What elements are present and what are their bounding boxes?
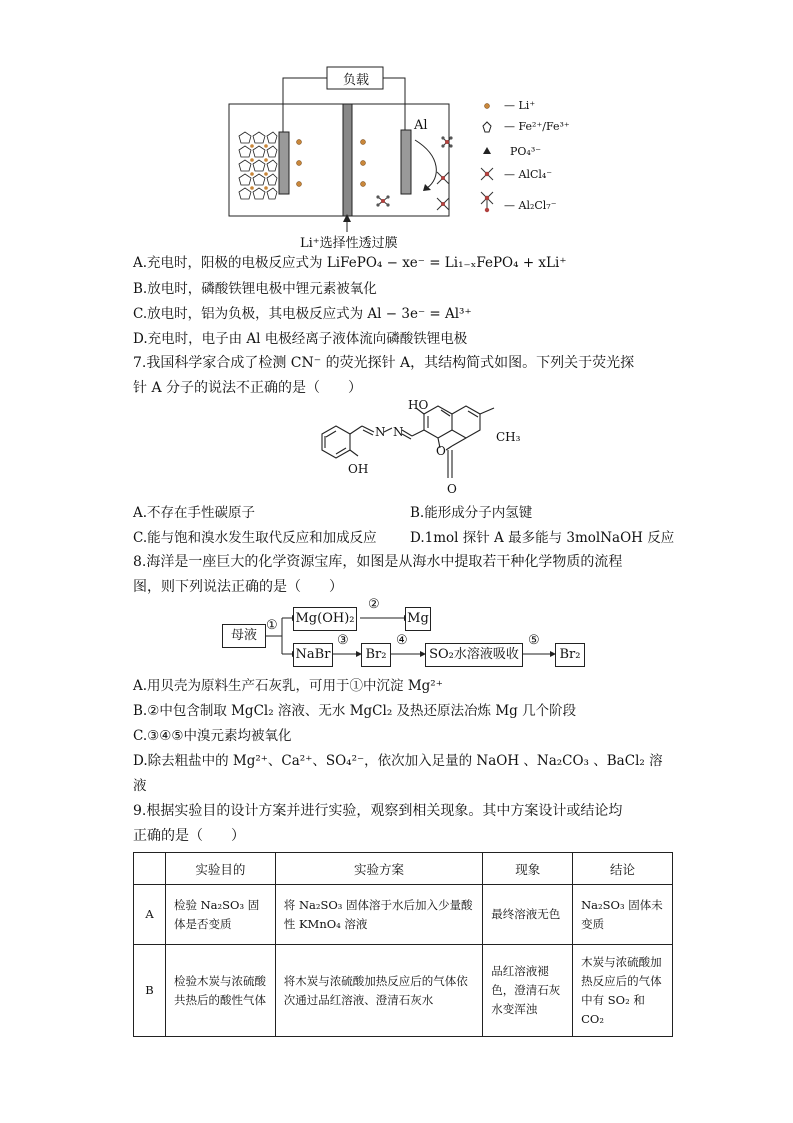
q9-stem-line1: 9.根据实验目的设计方案并进行实验，观察到相关现象。其中方案设计或结论均 [133, 803, 623, 819]
row-phenomenon: 最终溶液无色 [483, 885, 573, 945]
label-o-carbonyl: O [447, 482, 457, 496]
q7-stem-line1: 7.我国科学家合成了检测 CN⁻ 的荧光探针 A，其结构简式如图。下列关于荧光探 [133, 355, 635, 371]
row-purpose: 检验 Na₂SO₃ 固体是否变质 [165, 885, 275, 945]
q7-option-d: D.1mol 探针 A 最多能与 3molNaOH 反应 [410, 530, 675, 546]
flow-mg: Mg [405, 607, 431, 631]
q7-option-a: A.不存在手性碳原子 [133, 505, 256, 521]
label-n2: N [393, 425, 404, 439]
al-label: Al [414, 118, 428, 133]
legend-li: — Li⁺ [504, 99, 536, 112]
membrane-label: Li⁺选择性透过膜 [300, 236, 398, 251]
row-conclusion: 木炭与浓硫酸加热反应后的气体中有 SO₂ 和 CO₂ [573, 945, 673, 1037]
header-plan: 实验方案 [275, 853, 482, 885]
q8-stem-line2: 图，则下列说法正确的是（ ） [133, 579, 343, 595]
experiment-table [133, 852, 673, 1037]
header-purpose: 实验目的 [165, 853, 275, 885]
table-header-row [134, 853, 673, 885]
flow-br2-a: Br₂ [361, 643, 391, 667]
q6-option-c: C.放电时，铝为负极，其电极反应式为 Al − 3e⁻ = Al³⁺ [133, 306, 472, 322]
lattice [239, 132, 277, 199]
q8-option-d-line1: D.除去粗盐中的 Mg²⁺、Ca²⁺、SO₄²⁻，依次加入足量的 NaOH 、Na₂CO₃ 、BaCl₂ 溶 [133, 753, 663, 769]
row-id: A [134, 885, 166, 945]
table-row [134, 885, 673, 945]
q8-option-a: A.用贝壳为原料生产石灰乳，可用于①中沉淀 Mg²⁺ [133, 678, 443, 694]
q6-option-b: B.放电时，磷酸铁锂电极中锂元素被氧化 [133, 281, 377, 297]
label-n1: N [375, 425, 386, 439]
header-conclusion: 结论 [573, 853, 673, 885]
alcl4-group [378, 138, 451, 205]
membrane [343, 104, 352, 216]
q8-option-d-line2: 液 [133, 778, 147, 794]
q7-stem-line2: 针 A 分子的说法不正确的是（ ） [133, 380, 363, 396]
table-row [134, 945, 673, 1037]
q8-option-b: B.②中包含制取 MgCl₂ 溶液、无水 MgCl₂ 及热还原法冶炼 Mg 几个阶段 [133, 703, 577, 719]
row-id: B [134, 945, 166, 1037]
al-electrode [401, 130, 411, 194]
q8-option-c: C.③④⑤中溴元素均被氧化 [133, 728, 292, 744]
flow-mgoh2: Mg(OH)₂ [293, 607, 357, 631]
flow-nabr: NaBr [293, 643, 333, 667]
step-3: ③ [337, 633, 349, 648]
row-phenomenon: 品红溶液褪色，澄清石灰水变浑浊 [483, 945, 573, 1037]
header-phenomenon: 现象 [483, 853, 573, 885]
q8-stem-line1: 8.海洋是一座巨大的化学资源宝库，如图是从海水中提取若干种化学物质的流程 [133, 554, 623, 570]
header-blank [134, 853, 166, 885]
legend-fe: — Fe²⁺/Fe³⁺ [504, 120, 570, 133]
row-plan: 将木炭与浓硫酸加热反应后的气体依次通过品红溶液、澄清石灰水 [275, 945, 482, 1037]
row-plan: 将 Na₂SO₃ 固体溶于水后加入少量酸性 KMnO₄ 溶液 [275, 885, 482, 945]
label-o-ring: O [436, 444, 446, 458]
legend-po4: PO₄³⁻ [510, 145, 542, 158]
flow-br2-b: Br₂ [555, 643, 585, 667]
probe-structure [300, 398, 510, 500]
q7-option-b: B.能形成分子内氢键 [410, 505, 533, 521]
label-ch3: CH₃ [496, 430, 521, 444]
po4-legend-icon [483, 147, 491, 154]
q6-option-a: A.充电时，阳极的电极反应式为 LiFePO₄ − xe⁻ = Li₁₋ₓFePO₄ + xLi⁺ [133, 255, 567, 271]
label-oh: OH [348, 462, 369, 476]
step-1: ① [266, 618, 278, 633]
step-5: ⑤ [528, 633, 540, 648]
flow-so2-absorb: SO₂水溶液吸收 [425, 643, 523, 667]
q6-option-d: D.充电时，电子由 Al 电极经离子液体流向磷酸铁锂电极 [133, 331, 468, 347]
step-4: ④ [396, 633, 408, 648]
row-conclusion: Na₂SO₃ 固体未变质 [573, 885, 673, 945]
label-ho: HO [408, 398, 429, 412]
fe-legend-icon [483, 122, 491, 132]
li-legend-icon [485, 104, 490, 109]
q9-stem-line2: 正确的是（ ） [133, 828, 245, 844]
q7-option-c: C.能与饱和溴水发生取代反应和加成反应 [133, 530, 377, 546]
legend-al2cl7: — Al₂Cl₇⁻ [504, 199, 557, 212]
flow-mother-liquor: 母液 [222, 624, 266, 648]
load-label: 负载 [342, 73, 369, 88]
lfp-electrode [279, 132, 289, 194]
legend-alcl4: — AlCl₄⁻ [504, 168, 553, 181]
step-2: ② [368, 597, 380, 612]
row-purpose: 检验木炭与浓硫酸共热后的酸性气体 [165, 945, 275, 1037]
